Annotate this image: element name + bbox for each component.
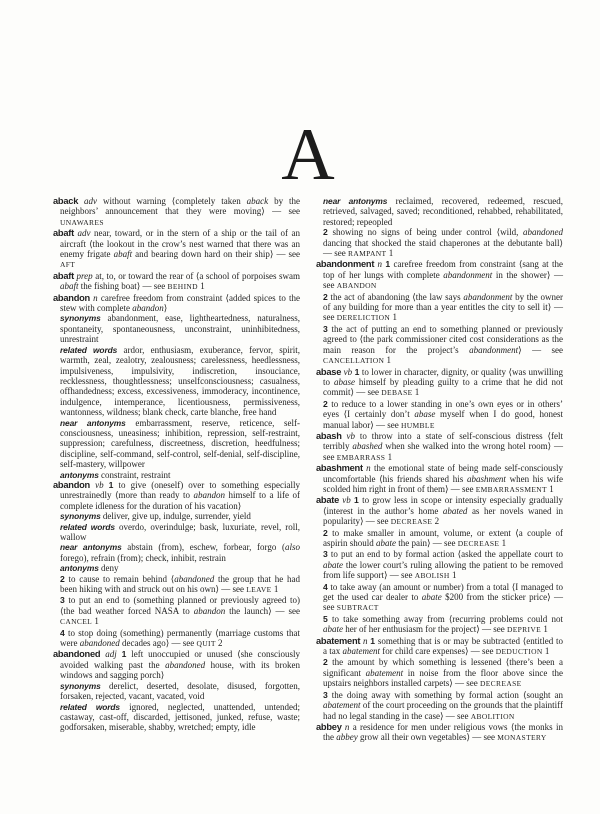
abandon-vb-antonyms — [53, 563, 300, 573]
cross-reference: SUBTRACT — [336, 603, 379, 613]
italic-term: abase — [414, 409, 436, 420]
sense-number: 4 — [323, 581, 328, 592]
headword: abandoned — [53, 649, 101, 660]
text-run: in noise from the floor above since the upstairs neighbors installed carpets⟩ — see — [323, 667, 563, 689]
italic-term: abandoned — [174, 573, 215, 584]
abandonment-sense-2 — [316, 292, 563, 324]
text-run: to cause to remain behind ⟨ — [64, 573, 175, 584]
abandon-vb-related-words — [53, 522, 300, 543]
italic-term: abandonment — [469, 344, 519, 355]
headword: abbey — [316, 721, 342, 732]
headword: abandon — [53, 292, 90, 303]
cross-reference: DEPRIVE — [506, 625, 542, 635]
entry-abaft-prep — [53, 271, 300, 293]
cross-reference: DEBASE — [381, 388, 413, 398]
abandon-n-related-words — [53, 345, 300, 418]
entry-abandoned — [53, 649, 300, 680]
text-run: 1 — [385, 451, 393, 462]
text-run: to take away (an amount or number) from a total ⟨I managed to get the used car dealer to — [323, 581, 563, 603]
text-run: decades ago⟩ — see — [119, 638, 197, 649]
italic-term: also — [284, 542, 300, 553]
cross-reference: CANCEL — [60, 617, 93, 627]
text-run: abandonment, ease, lightheartedness, naturalness, spontaneity, spontaneousness, unconstraint, uninhibitedness, unrestraint — [60, 313, 300, 345]
abandon-vb-near-antonyms — [53, 542, 300, 563]
abandoned-near-antonyms — [316, 196, 563, 227]
abandon-vb-sense-4 — [53, 628, 300, 650]
text-run: embarrassment, reserve, reticence, self-consciousness, uneasiness; inhibition, repression, self-restraint, suppression; carefulness, discreetness, discretion, heedfulness; discipline, self-command, self-control, self-denial, self-discipline, self-mastery, willpower — [60, 417, 300, 470]
sense-number: 1 — [354, 495, 359, 506]
field-label: synonyms — [60, 511, 101, 522]
abandon-vb-synonyms — [53, 511, 300, 521]
cross-reference: LEAVE — [246, 585, 272, 595]
text-run: house, with its broken windows and sagging porch⟩ — [60, 659, 301, 681]
cross-reference: DECREASE — [390, 517, 433, 527]
field-label: near antonyms — [323, 196, 388, 206]
headword: abatement — [316, 635, 361, 646]
sense-number: 2 — [323, 227, 328, 238]
part-of-speech-label: vb — [90, 479, 109, 490]
text-run: when his wife scolded him right in front of them⟩ — see — [323, 473, 563, 494]
entry-abash — [316, 431, 563, 463]
sense-number: 3 — [323, 549, 328, 560]
field-label: near antonyms — [60, 417, 126, 428]
italic-term: abbey — [336, 732, 358, 743]
italic-term: abate — [421, 592, 442, 603]
text-run: 1 — [541, 624, 548, 635]
text-run: the act of putting an end to something planned or previously agreed to ⟨the park commissioner cited cost considerations as the main reason for the project’s — [323, 323, 563, 355]
sense-number: 1 — [354, 366, 360, 377]
italic-term: abate — [376, 538, 396, 548]
text-run: the amount by which something is lessened ⟨there’s been a significant — [323, 657, 563, 678]
text-run: carefree freedom from constraint ⟨sang at the top of her lungs with complete — [323, 259, 563, 280]
entry-abandonment — [316, 259, 563, 291]
sense-number: 2 — [60, 573, 65, 584]
text-run: dancing that shocked the staid chaperones at the debutante ball⟩ — see — [323, 237, 563, 259]
sense-number: 1 — [385, 259, 391, 270]
cross-reference: DECREASE — [457, 539, 500, 548]
sense-number: 4 — [60, 627, 65, 638]
part-of-speech-label: vb — [341, 366, 355, 377]
text-run: 1 — [271, 584, 279, 595]
abate-sense-3 — [316, 549, 563, 581]
sense-number: 5 — [323, 613, 328, 624]
text-run: the lower court’s ruling allowing the patient to be removed from life support⟩ — see — [323, 559, 563, 581]
abandoned-sense-2 — [316, 227, 563, 259]
text-run: 1 — [449, 570, 457, 581]
text-run: $200 from the sticker price⟩ — see — [323, 592, 563, 613]
cross-reference: BEHIND — [167, 282, 198, 292]
sense-number: 2 — [323, 657, 328, 668]
italic-term: abandoned — [165, 659, 206, 670]
entry-abate — [316, 495, 563, 527]
text-run: ⟩ — see — [518, 344, 563, 355]
text-run: grow all their own vegetables⟩ — see — [357, 732, 498, 743]
cross-reference: EMBARRASSMENT — [475, 484, 547, 494]
entry-abashment — [316, 463, 563, 495]
italic-term: abated — [442, 505, 468, 516]
text-run: 1 — [412, 387, 420, 398]
text-run: something that is or may be subtracted ⟨entitled to a tax — [323, 635, 563, 657]
text-run: 1 — [390, 312, 397, 323]
text-run: to put an end to (something planned or previously agreed to) ⟨the bad weather forced NASA to — [60, 595, 300, 616]
part-of-speech-label: n — [360, 635, 371, 646]
text-run: to stop doing (something) permanently ⟨marriage customs that were — [60, 627, 300, 649]
text-run: abstain (from), eschew, forbear, forgo ( — [121, 542, 285, 553]
part-of-speech-label: prep — [73, 270, 96, 281]
abandoned-related-words — [53, 702, 300, 733]
text-run: 1 — [386, 248, 394, 259]
field-label: synonyms — [60, 680, 101, 691]
text-run: at, to, or toward the rear of ⟨a school of porpoises swam — [95, 270, 300, 281]
text-run: himself by pleading guilty to a crime that he did not commit⟩ — see — [323, 376, 563, 398]
abandonment-sense-3 — [316, 324, 563, 367]
entry-abaft-adv — [53, 228, 300, 271]
field-label: antonyms — [60, 563, 99, 574]
text-run: ardor, enthusiasm, exuberance, fervor, spirit, warmth, zeal, zealotry, zealousness; carelessness, heedlessness, impulsiveness, impulsivity, indiscretion, insouciance, recklessness, thoughtlessness; unselfconsciousness; casualness, offhandedness; excess, excessiveness, immoderacy, incontinence, indulgence, intemperance, licentiousness, permissiveness, wantonness, wildness; blank check, carte blanche, free hand — [60, 344, 300, 418]
sense-number: 1 — [370, 635, 376, 646]
italic-term: abase — [333, 376, 355, 387]
cross-reference: CANCELLATION — [323, 356, 385, 366]
text-run: reclaimed, recovered, redeemed, rescued, retrieved, salvaged, saved; reconditioned, rehabbed, rehabilitated, restored; repeopled — [323, 196, 563, 227]
cross-reference: DEDUCTION — [495, 647, 543, 657]
text-run: the emotional state of being made self-consciously uncomfortable ⟨his friends shared his — [323, 463, 564, 484]
headword: aback — [53, 196, 79, 206]
text-run: the fishing boat⟩ — see — [78, 281, 168, 292]
italic-term: abandoned — [523, 227, 563, 238]
sense-number: 2 — [323, 398, 328, 409]
text-run: to give (oneself) over to something especially unrestrainedly ⟨more than ready to — [60, 479, 301, 501]
text-run: 1 — [546, 483, 554, 494]
field-label: related words — [60, 344, 118, 355]
field-label: related words — [60, 521, 115, 532]
italic-term: abaft — [60, 281, 79, 292]
headword: abate — [316, 495, 340, 506]
part-of-speech-label: n — [374, 259, 386, 270]
text-run: for child care expenses⟩ — see — [380, 646, 496, 657]
cross-reference: DERELICTION — [336, 313, 391, 323]
section-letter: A — [281, 114, 335, 196]
cross-reference: QUIT — [196, 639, 216, 649]
cross-reference: HUMBLE — [401, 420, 435, 430]
text-run: of the court proceeding on the grounds that the plaintiff had no legal standing in the case⟩ — see — [323, 700, 563, 721]
text-run: to take something away from ⟨recurring problems could not — [327, 613, 563, 624]
text-run: overdo, overindulge; bask, luxuriate, revel, roll, wallow — [60, 521, 301, 542]
entry-abbey — [316, 722, 563, 744]
text-run: the pain⟩ — see — [396, 538, 458, 548]
text-run: ignored, neglected, unattended, untended; castaway, cast-off, discarded, jettisoned, junked, refuse, waste; godforsaken, miserable, shabby, wretched; empty, idle — [60, 701, 300, 733]
italic-term: abandon — [193, 490, 225, 501]
headword: abase — [316, 366, 342, 377]
part-of-speech-label: n — [362, 463, 375, 474]
field-label: related words — [60, 701, 120, 712]
sense-number: 2 — [323, 527, 328, 538]
field-label: antonyms — [60, 469, 99, 480]
italic-term: abate — [323, 624, 343, 635]
entry-abatement — [316, 636, 563, 658]
text-run: by the neighbors’ announcement that they were moving⟩ — see — [60, 196, 300, 217]
field-label: synonyms — [60, 313, 101, 324]
italic-term: abatement — [365, 667, 404, 678]
part-of-speech-label: vb — [339, 495, 355, 506]
part-of-speech-label: adj — [100, 649, 122, 660]
part-of-speech-label: adv — [73, 228, 95, 239]
abate-sense-2 — [316, 528, 563, 550]
headword: abandonment — [316, 259, 375, 270]
text-run: the doing away with something by formal action ⟨sought an — [327, 689, 563, 700]
text-run: near, toward, or in the stern of a ship or the tail of an aircraft ⟨the lookout in the crow’s nest warned that there was an enemy frigate — [60, 228, 300, 260]
cross-reference: ABOLITION — [470, 711, 515, 721]
sense-number: 1 — [108, 479, 114, 490]
text-run: a residence for men under religious vows ⟨the monks in the — [323, 721, 563, 743]
cross-reference: EMBARRASS — [336, 452, 386, 462]
sense-number: 1 — [121, 649, 127, 660]
text-run: the group that he had been hiking with and struck out on his own⟩ — see — [60, 573, 300, 595]
sense-number: 3 — [323, 323, 328, 334]
text-run: derelict, deserted, desolate, disused, forgotten, forsaken, rejected, vacant, vacated, void — [60, 680, 300, 702]
italic-term: abaft — [113, 249, 133, 260]
text-run: to reduce to a lower standing in one’s own eyes or in others’ eyes ⟨I certainly don’t — [323, 398, 563, 420]
text-run: 1 — [499, 538, 507, 548]
text-run: 1 — [384, 355, 392, 366]
text-run: ⟩ — [163, 303, 168, 314]
italic-term: abandon — [132, 303, 164, 314]
text-run: left unoccupied or unused ⟨she consciously avoided walking past the — [60, 649, 300, 670]
headword: abaft — [53, 228, 74, 239]
abandon-n-antonyms — [53, 470, 300, 480]
text-run: 1 — [92, 616, 99, 627]
text-run: himself to a life of complete idleness for the duration of his vacation⟩ — [60, 490, 301, 511]
headword: abash — [316, 430, 342, 441]
cross-reference: RAMPANT — [348, 249, 387, 259]
text-run: as her novels waned in popularity⟩ — see — [323, 505, 563, 527]
italic-term: abate — [323, 559, 343, 570]
abandon-vb-sense-3 — [53, 595, 300, 627]
italic-term: abandonment — [443, 269, 493, 280]
text-run: forego), refrain (from); check, inhibit, restrain — [60, 552, 226, 563]
abandon-n-near-antonyms — [53, 418, 300, 470]
text-run: her of her enthusiasm for the project⟩ — see — [343, 624, 507, 635]
text-run: deliver, give up, indulge, surrender, yield — [100, 511, 251, 522]
text-run: 1 — [197, 281, 205, 292]
italic-term: abatement — [323, 700, 361, 711]
cross-reference: MONASTERY — [497, 733, 547, 743]
part-of-speech-label: n — [90, 292, 101, 303]
text-run: to make smaller in amount, volume, or extent ⟨a couple of aspirin should — [323, 527, 563, 548]
text-run: myself when I do good, honest manual labor⟩ — see — [323, 409, 564, 430]
text-run: to lower in character, dignity, or quality ⟨was unwilling to — [323, 366, 563, 387]
text-run: carefree freedom from constraint ⟨added spices to the stew with complete — [60, 292, 300, 314]
sense-number: 2 — [323, 291, 328, 302]
text-run: the act of abandoning ⟨the law says — [327, 291, 464, 302]
text-run: without warning ⟨completely taken — [102, 196, 247, 206]
italic-term: abandonment — [463, 291, 513, 302]
abate-sense-5 — [316, 614, 563, 636]
text-run: deny — [98, 563, 119, 574]
entry-aback — [53, 196, 300, 228]
text-run: and bearing down hard on their ship⟩ — see — [132, 249, 300, 260]
text-columns — [53, 196, 563, 744]
text-run: when she walked into the wrong hotel room⟩ — see — [323, 441, 563, 462]
cross-reference: DECREASE — [479, 679, 522, 689]
italic-term: abatement — [342, 646, 380, 657]
cross-reference: ABOLISH — [414, 571, 450, 581]
cross-reference: ABANDON — [336, 281, 377, 291]
text-run: to grow less in scope or intensity especially gradually ⟨interest in the author’s home — [323, 495, 563, 516]
part-of-speech-label: vb — [341, 430, 360, 441]
text-run: to put an end to by formal action ⟨asked the appellate court to — [327, 549, 563, 560]
abandoned-synonyms — [53, 681, 300, 702]
text-run: 2 — [432, 516, 440, 527]
text-run: 1 — [542, 646, 550, 657]
abandon-vb-sense-2 — [53, 574, 300, 596]
abatement-sense-3 — [316, 690, 563, 722]
abatement-sense-2 — [316, 657, 563, 689]
right-column — [316, 196, 563, 744]
cross-reference: AFT — [60, 260, 76, 270]
text-run: 2 — [215, 638, 223, 649]
italic-term: abandon — [193, 605, 226, 616]
headword: abandon — [53, 479, 90, 490]
italic-term: abashment — [466, 473, 506, 484]
italic-term: abashed — [352, 441, 383, 452]
field-label: near antonyms — [60, 542, 122, 553]
italic-term: abandoned — [79, 638, 120, 649]
text-run: showing no signs of being under control ⟨wild, — [327, 227, 523, 238]
part-of-speech-label: n — [341, 721, 353, 732]
headword: abaft — [53, 270, 74, 281]
headword: abashment — [316, 463, 363, 474]
cross-reference: UNAWARES — [60, 217, 104, 227]
part-of-speech-label: adv — [78, 196, 103, 206]
abandon-n-synonyms — [53, 313, 300, 344]
text-run: in the shower⟩ — see — [323, 269, 563, 291]
text-run: to throw into a state of self-conscious distress ⟨felt terribly — [323, 430, 563, 452]
abate-sense-4 — [316, 582, 563, 614]
text-run: constraint, restraint — [98, 469, 171, 480]
entry-abase — [316, 367, 563, 399]
left-column — [53, 196, 300, 744]
entry-abandon-vb — [53, 480, 300, 511]
italic-term: aback — [246, 196, 269, 206]
sense-number: 3 — [323, 689, 328, 700]
text-run: by the owner of any building for more than a year entitles the city to sell it⟩ — see — [323, 291, 563, 323]
abase-sense-2 — [316, 399, 563, 431]
text-run: the launch⟩ — see — [225, 605, 300, 616]
entry-abandon-n — [53, 293, 300, 314]
sense-number: 3 — [60, 595, 65, 606]
